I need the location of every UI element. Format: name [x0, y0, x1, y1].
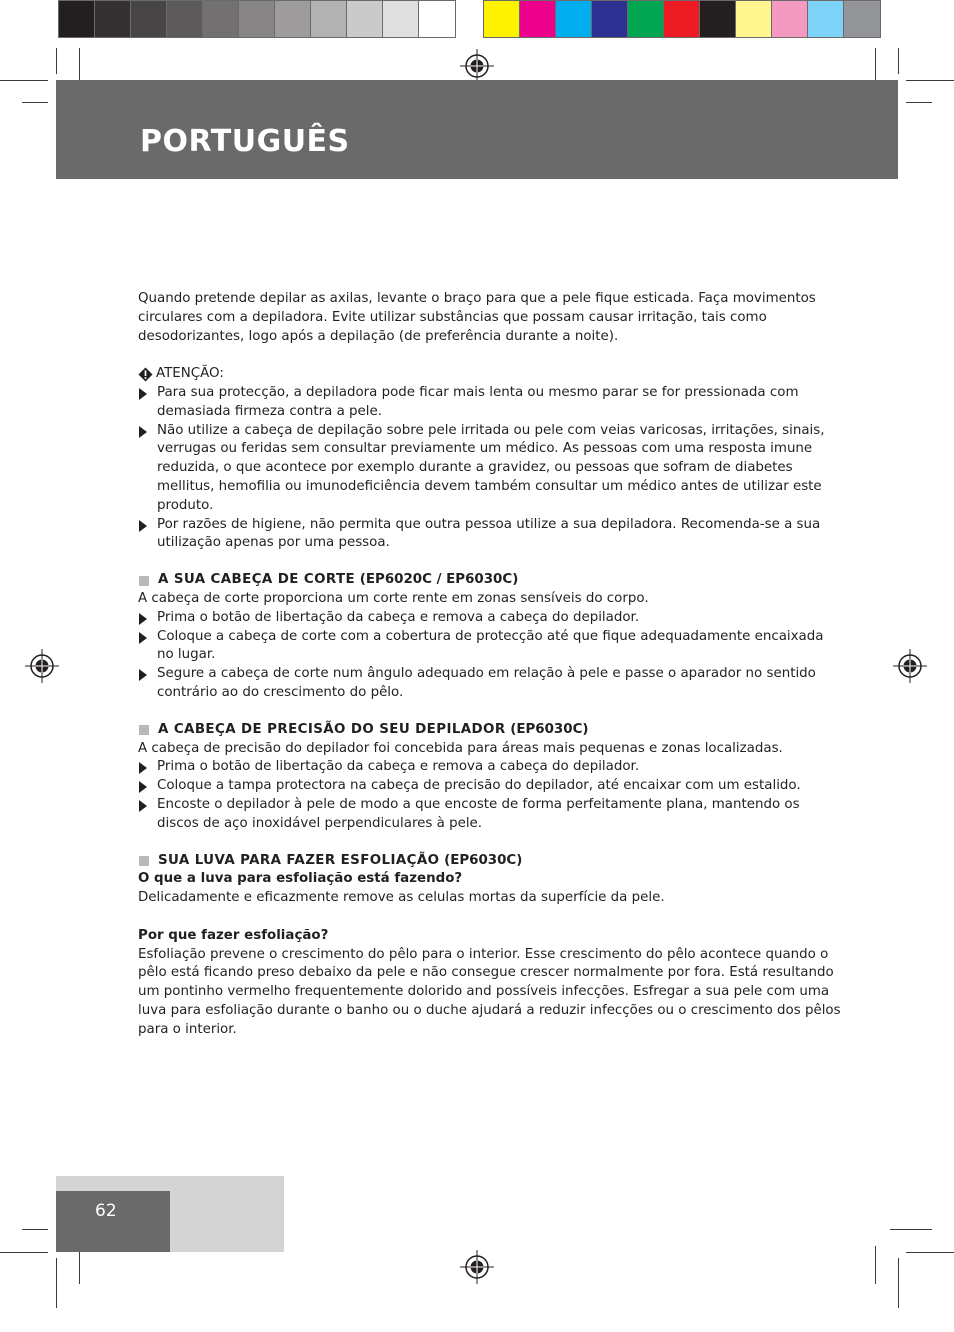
triangle-bullet-icon — [139, 781, 147, 793]
answer-text: Delicadamente e eficazmente remove as celulas mortas da superfície da pele. — [138, 890, 665, 906]
color-swatch — [556, 1, 592, 37]
triangle-bullet-icon — [139, 632, 147, 644]
list-item: Para sua protecção, a depiladora pode ficar mais lenta ou mesmo parar se for pressionada com demasiada firmeza contra a pele. — [138, 384, 843, 422]
crop-mark — [898, 48, 899, 74]
color-swatch — [520, 1, 556, 37]
section-heading-exfoliation-glove: SUA LUVA PARA FAZER ESFOLIAÇÃO (EP6030C) — [138, 852, 843, 871]
list-item: Coloque a tampa protectora na cabeça de precisão do depilador, até encaixar com um estalido. — [138, 777, 843, 796]
question-heading: O que a luva para esfoliação está fazendo? — [138, 871, 463, 887]
color-swatch — [484, 1, 520, 37]
list-item: Encoste o depilador à pele de modo a que encoste de forma perfeitamente plana, mantendo os discos de aço inoxidável perpendiculares à pele. — [138, 796, 843, 834]
square-section-icon — [139, 576, 149, 586]
crop-mark — [890, 1229, 932, 1230]
crop-mark — [22, 1229, 48, 1230]
section-list — [138, 609, 843, 703]
color-swatch — [772, 1, 808, 37]
color-swatch — [844, 1, 880, 37]
warning-icon — [138, 367, 153, 382]
color-swatch — [59, 1, 95, 37]
color-swatch — [311, 1, 347, 37]
crop-mark — [898, 1258, 899, 1308]
crop-mark — [906, 80, 954, 81]
grayscale-calibration-bar — [58, 0, 456, 38]
section-heading-cutting-head: A SUA CABEÇA DE CORTE (EP6020C / EP6030C) — [138, 571, 843, 590]
attention-label: ATENÇÃO: — [156, 366, 224, 382]
color-swatch — [131, 1, 167, 37]
color-calibration-bar — [483, 0, 881, 38]
section-text: A cabeça de corte proporciona um corte rente em zonas sensíveis do corpo. — [138, 590, 649, 606]
crop-mark — [906, 102, 932, 103]
header-band — [56, 80, 898, 179]
list-item: Coloque a cabeça de corte com a cobertura de protecção até que fique adequadamente encaixada no lugar. — [138, 628, 843, 666]
crop-mark — [0, 80, 48, 81]
color-swatch — [808, 1, 844, 37]
square-section-icon — [139, 856, 149, 866]
triangle-bullet-icon — [139, 669, 147, 681]
crop-mark — [56, 48, 57, 74]
triangle-bullet-icon — [139, 762, 147, 774]
registration-mark-icon — [893, 649, 927, 683]
section-list — [138, 758, 843, 833]
section-text: A cabeça de precisão do depilador foi concebida para áreas mais pequenas e zonas localizadas. — [138, 740, 783, 756]
color-swatch — [700, 1, 736, 37]
page-number: 62 — [95, 1201, 117, 1221]
color-swatch — [664, 1, 700, 37]
list-item: Prima o botão de libertação da cabeça e remova a cabeça do depilador. — [138, 758, 843, 777]
attention-list — [138, 384, 843, 553]
color-swatch — [419, 1, 455, 37]
list-item: Por razões de higiene, não permita que outra pessoa utilize a sua depiladora. Recomenda-se a sua utilização apenas por uma pessoa. — [138, 516, 843, 554]
color-swatch — [167, 1, 203, 37]
page-title: PORTUGUÊS — [140, 124, 350, 159]
list-item: Não utilize a cabeça de depilação sobre pele irritada ou pele com veias varicosas, irritações, sinais, verrugas ou feridas sem consultar previamente um médico. As pessoas com uma resposta imune reduzida, o que acontece por exemplo durante a gravidez, ou pessoas que sofram de diabetes mellitus, hemofilia ou imunodeficiência devem também consultar um médico antes de utilizar este produto. — [138, 422, 843, 516]
answer-text: Esfoliação prevene o crescimento do pêlo para o interior. Esse crescimento do pêlo acontece quando o pêlo está ficando preso debaixo da pele e não consegue crescer normalmente por fora. Está resultando um pontinho vermelho frequentemente dolorido and possíveis infecções. Esfregar a sua pele com uma luva para esfoliação durante o banho ou o duche ajudará a reduzir infecções ou o crescimento dos pêlos para o interior. — [138, 946, 841, 1037]
crop-mark — [906, 1252, 954, 1253]
color-swatch — [239, 1, 275, 37]
section-heading-precision-head: A CABEÇA DE PRECISÃO DO SEU DEPILADOR (EP6030C) — [138, 721, 843, 740]
triangle-bullet-icon — [139, 426, 147, 438]
list-item: Prima o botão de libertação da cabeça e remova a cabeça do depilador. — [138, 609, 843, 628]
color-swatch — [95, 1, 131, 37]
crop-mark — [0, 1252, 48, 1253]
color-swatch — [628, 1, 664, 37]
registration-mark-icon — [25, 649, 59, 683]
list-item: Segure a cabeça de corte num ângulo adequado em relação à pele e passe o aparador no sentido contrário ao do crescimento do pêlo. — [138, 665, 843, 703]
main-content — [138, 290, 843, 1039]
attention-heading — [138, 365, 843, 384]
crop-mark — [875, 1246, 876, 1284]
color-swatch — [275, 1, 311, 37]
square-section-icon — [139, 725, 149, 735]
triangle-bullet-icon — [139, 800, 147, 812]
triangle-bullet-icon — [139, 388, 147, 400]
color-swatch — [592, 1, 628, 37]
registration-mark-icon — [460, 1250, 494, 1284]
question-heading: Por que fazer esfoliação? — [138, 927, 329, 943]
color-swatch — [736, 1, 772, 37]
crop-mark — [56, 1258, 57, 1308]
color-swatch — [383, 1, 419, 37]
registration-mark-icon — [460, 49, 494, 83]
color-swatch — [347, 1, 383, 37]
crop-mark — [22, 102, 48, 103]
triangle-bullet-icon — [139, 613, 147, 625]
triangle-bullet-icon — [139, 520, 147, 532]
color-swatch — [203, 1, 239, 37]
intro-paragraph: Quando pretende depilar as axilas, levante o braço para que a pele fique esticada. Faça movimentos circulares com a depiladora. Evite utilizar substâncias que possam causar irritação, tais como desodorizantes, logo após a depilação (de preferência durante a noite). — [138, 291, 816, 344]
